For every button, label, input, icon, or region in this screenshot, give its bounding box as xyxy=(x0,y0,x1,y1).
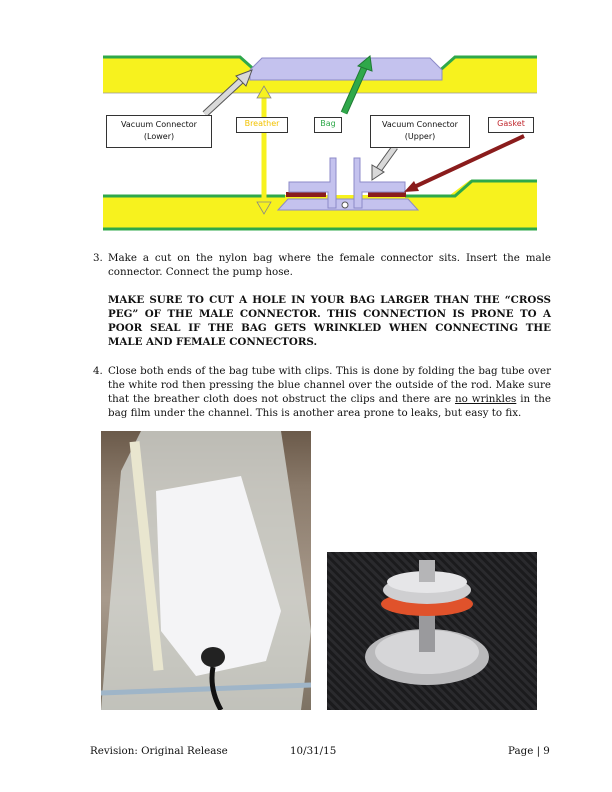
photo-connector xyxy=(201,647,225,667)
gasket-arrow-head xyxy=(404,181,419,192)
step-4-number: 4. xyxy=(93,365,103,377)
cross-peg-hole xyxy=(342,202,348,208)
step-4-text-after: in the bag film under the channel. This is another area prone to leaks, but easy to fix. xyxy=(108,393,551,419)
step-3-warning: MAKE SURE TO CUT A HOLE IN YOUR BAG LARGER THAN THE “CROSS PEG” OF THE MALE CONNECTOR. THIS CONNECTION IS PRONE TO A POOR SEAL IF THE BAG GETS WRINKLED WHEN CONNECTING THE MALE AND FEMALE CONNECTORS. xyxy=(108,294,551,348)
label-vacuum-connector-lower xyxy=(106,115,212,148)
label-gasket xyxy=(488,117,534,133)
gasket-left xyxy=(286,192,326,197)
step-4-underlined: no wrinkles xyxy=(454,393,517,405)
gasket-right xyxy=(368,192,406,197)
upper-connector-plate xyxy=(250,58,442,80)
label-breather xyxy=(236,117,288,133)
step-3-text: Make a cut on the nylon bag where the female connector sits. Insert the male connector. Connect the pump hose. xyxy=(108,252,551,278)
footer-page: Page | 9 xyxy=(508,745,550,757)
label-bag xyxy=(314,117,342,133)
label-vacuum-upper-line2: (Upper) xyxy=(404,132,436,141)
label-vacuum-upper-line1: Vacuum Connector xyxy=(382,120,458,129)
photo-bag-tube-clips xyxy=(101,431,311,710)
footer-date: 10/31/15 xyxy=(290,745,337,757)
photo-threaded-stem xyxy=(419,560,435,582)
step-4-text-before: Close both ends of the bag tube with clips. This is done by folding the bag tube over the white rod then pressing the blue channel over the outside of the rod. Make sure that the breather cloth does not obstruct the clips and there are xyxy=(108,365,551,405)
footer-revision: Revision: Original Release xyxy=(90,745,228,757)
step-3-number: 3. xyxy=(93,252,103,264)
label-gasket-text: Gasket xyxy=(497,119,525,128)
label-vacuum-lower-line1: Vacuum Connector xyxy=(121,120,197,129)
step-4-text xyxy=(108,364,551,420)
label-vacuum-connector-upper xyxy=(370,115,470,148)
label-breather-text: Breather xyxy=(244,119,280,128)
label-bag-text: Bag xyxy=(320,119,336,128)
label-vacuum-lower-line2: (Lower) xyxy=(143,132,175,141)
photo-vacuum-connector xyxy=(327,552,537,710)
